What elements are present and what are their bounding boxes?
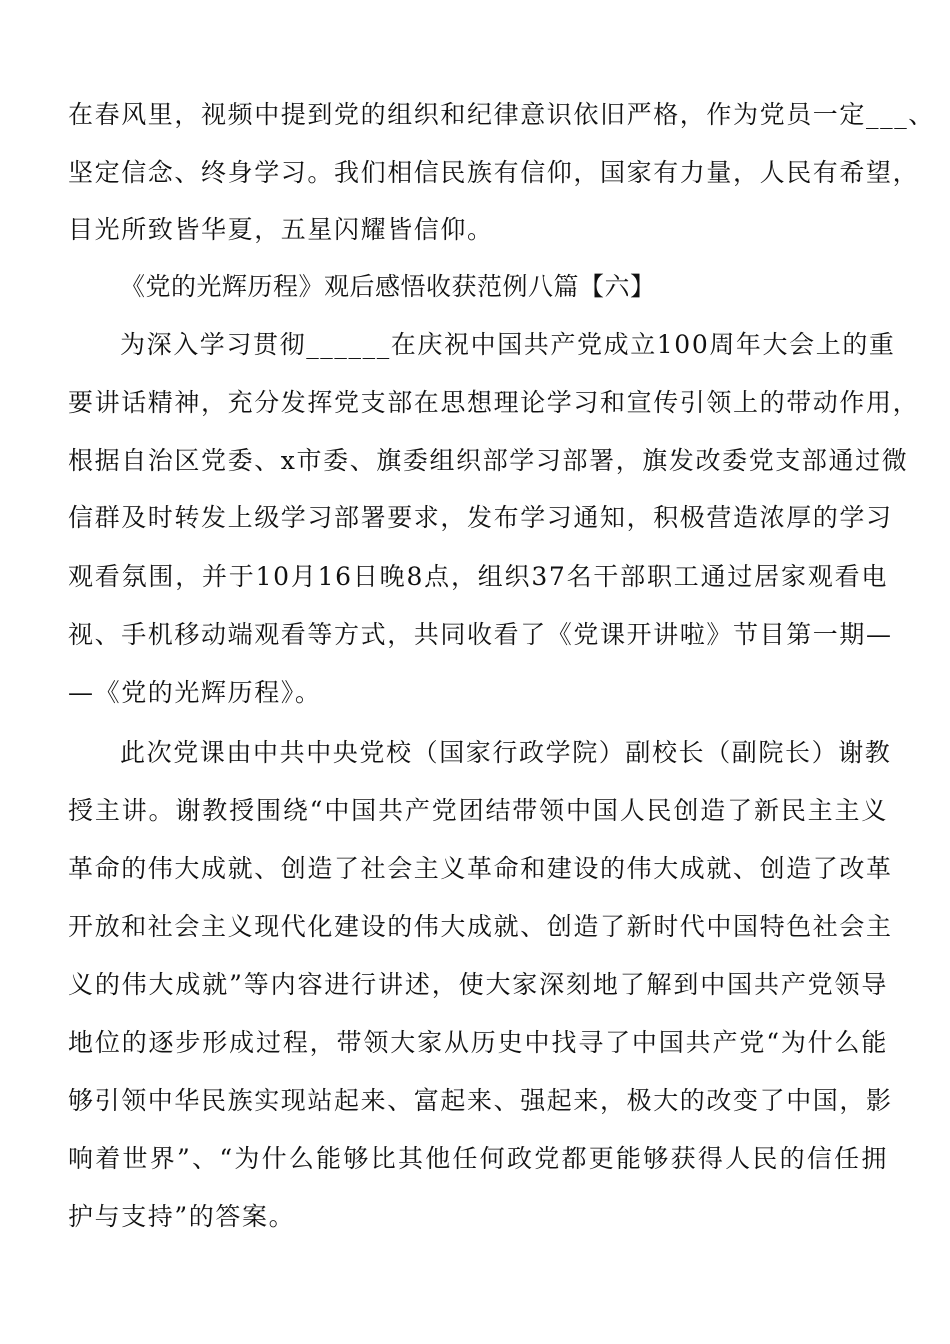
text-line: 够引领中华民族实现站起来、富起来、强起来，极大的改变了中国，影 [68, 1086, 893, 1115]
text-line: 地位的逐步形成过程，带领大家从历史中找寻了中国共产党“为什么能 [68, 1028, 888, 1057]
text-line: 为深入学习贯彻______在庆祝中国共产党成立100周年大会上的重 [120, 330, 896, 359]
text-line: 要讲话精神，充分发挥党支部在思想理论学习和宣传引领上的带动作用， [68, 388, 920, 417]
text-line: 观看氛围，并于10月16日晚8点，组织37名干部职工通过居家观看电 [68, 562, 888, 591]
text-line: 信群及时转发上级学习部署要求，发布学习通知，积极营造浓厚的学习 [68, 503, 893, 532]
text-line: 坚定信念、终身学习。我们相信民族有信仰，国家有力量，人民有希望， [68, 158, 920, 187]
text-line: 护与支持”的答案。 [68, 1202, 296, 1231]
text-line: 目光所致皆华夏，五星闪耀皆信仰。 [68, 215, 494, 244]
text-line: 视、手机移动端观看等方式，共同收看了《党课开讲啦》节目第一期— [68, 620, 893, 649]
text-line: 根据自治区党委、x市委、旗委组织部学习部署，旗发改委党支部通过微 [68, 446, 909, 475]
text-line: 开放和社会主义现代化建设的伟大成就、创造了新时代中国特色社会主 [68, 912, 893, 941]
text-line: 革命的伟大成就、创造了社会主义革命和建设的伟大成就、创造了改革 [68, 854, 893, 883]
text-line: 授主讲。谢教授围绕“中国共产党团结带领中国人民创造了新民主主义 [68, 796, 888, 825]
text-line: —《党的光辉历程》。 [68, 678, 322, 707]
text-line: 义的伟大成就”等内容进行讲述，使大家深刻地了解到中国共产党领导 [68, 970, 888, 999]
text-line: 此次党课由中共中央党校（国家行政学院）副校长（副院长）谢教 [120, 738, 892, 767]
text-line: 响着世界”、“为什么能够比其他任何政党都更能够获得人民的信任拥 [68, 1144, 888, 1173]
text-line: 在春风里，视频中提到党的组织和纪律意识依旧严格，作为党员一定___、 [68, 100, 935, 129]
section-heading: 《党的光辉历程》观后感悟收获范例八篇【六】 [120, 272, 656, 301]
